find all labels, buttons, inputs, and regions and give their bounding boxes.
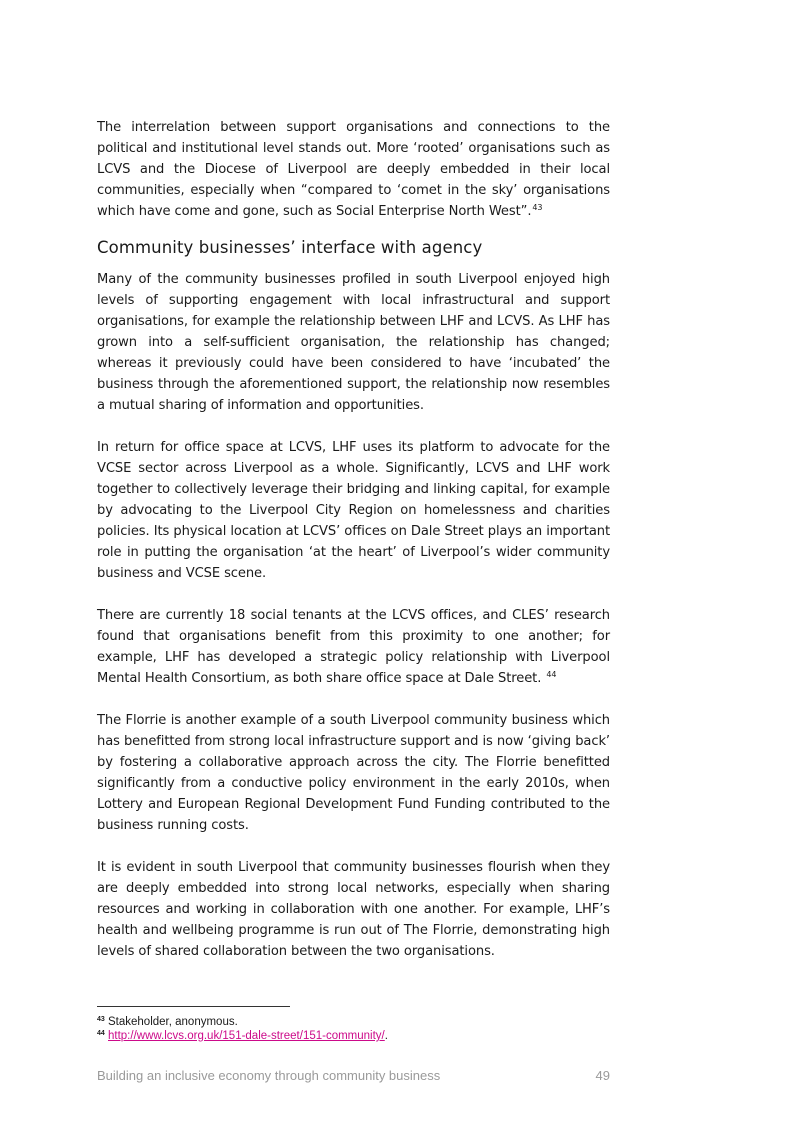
footnote-divider xyxy=(97,1006,290,1007)
body-paragraph-2: Many of the community businesses profiled in south Liverpool enjoyed high levels of supporting engagement with local infrastructural and support organisations, for example the relationship between LHF and LCVS. As LHF has grown into a self-sufficient organisation, the relationship has changed; whereas it previously could have been considered to have ‘incubated’ the business through the aforementioned support, the relationship now resembles a mutual sharing of information and opportunities. xyxy=(97,272,610,413)
body-paragraph-6: It is evident in south Liverpool that community businesses flourish when they are deeply embedded into strong local networks, especially when sharing resources and working in collaboration with one another. For example, LHF’s health and wellbeing programme is run out of The Florrie, demonstrating high levels of shared collaboration between the two organisations. xyxy=(97,860,610,959)
body-paragraph-4 xyxy=(97,605,610,689)
footnote-44 xyxy=(97,1029,610,1043)
footnote-number: 43 xyxy=(97,1016,105,1023)
page-body xyxy=(97,117,610,962)
body-paragraph-1 xyxy=(97,117,610,222)
body-paragraph-3: In return for office space at LCVS, LHF uses its platform to advocate for the VCSE sector across Liverpool as a whole. Significantly, LCVS and LHF work together to collectively leverage their bridging and linking capital, for example by advocating to the Liverpool City Region on homelessness and charities policies. Its physical location at LCVS’ offices on Dale Street plays an important role in putting the organisation ‘at the heart’ of Liverpool’s wider community business and VCSE scene. xyxy=(97,440,610,581)
section-heading: Community businesses’ interface with agency xyxy=(97,238,483,257)
footnote-ref-44[interactable]: 44 xyxy=(546,670,557,679)
footnote-suffix: . xyxy=(384,1030,388,1042)
paragraph-text: There are currently 18 social tenants at the LCVS offices, and CLES’ research found that organisations benefit from this proximity to one another; for example, LHF has developed a strategic policy relationship with Liverpool Mental Health Consortium, as both share office space at Dale Street. xyxy=(97,608,610,686)
paragraph-text: The interrelation between support organisations and connections to the political and institutional level stands out. More ‘rooted’ organisations such as LCVS and the Diocese of Liverpool are deeply embedded in their local communities, especially when “compared to ‘comet in the sky’ organisations which have come and gone, such as Social Enterprise North West”. xyxy=(97,120,610,219)
footnote-number: 44 xyxy=(97,1030,105,1037)
page-number: 49 xyxy=(595,1068,610,1083)
footer-title: Building an inclusive economy through community business xyxy=(97,1068,441,1083)
footnote-link[interactable]: http://www.lcvs.org.uk/151-dale-street/151-community/ xyxy=(108,1030,385,1042)
body-paragraph-5: The Florrie is another example of a south Liverpool community business which has benefitted from strong local infrastructure support and is now ‘giving back’ by fostering a collaborative approach across the city. The Florrie benefitted significantly from a conductive policy environment in the early 2010s, when Lottery and European Regional Development Fund Funding contributed to the business running costs. xyxy=(97,713,610,833)
footnote-text: Stakeholder, anonymous. xyxy=(108,1016,238,1028)
footnotes xyxy=(97,1006,610,1043)
footnote-43 xyxy=(97,1015,610,1029)
footnote-ref-43[interactable]: 43 xyxy=(532,203,543,212)
